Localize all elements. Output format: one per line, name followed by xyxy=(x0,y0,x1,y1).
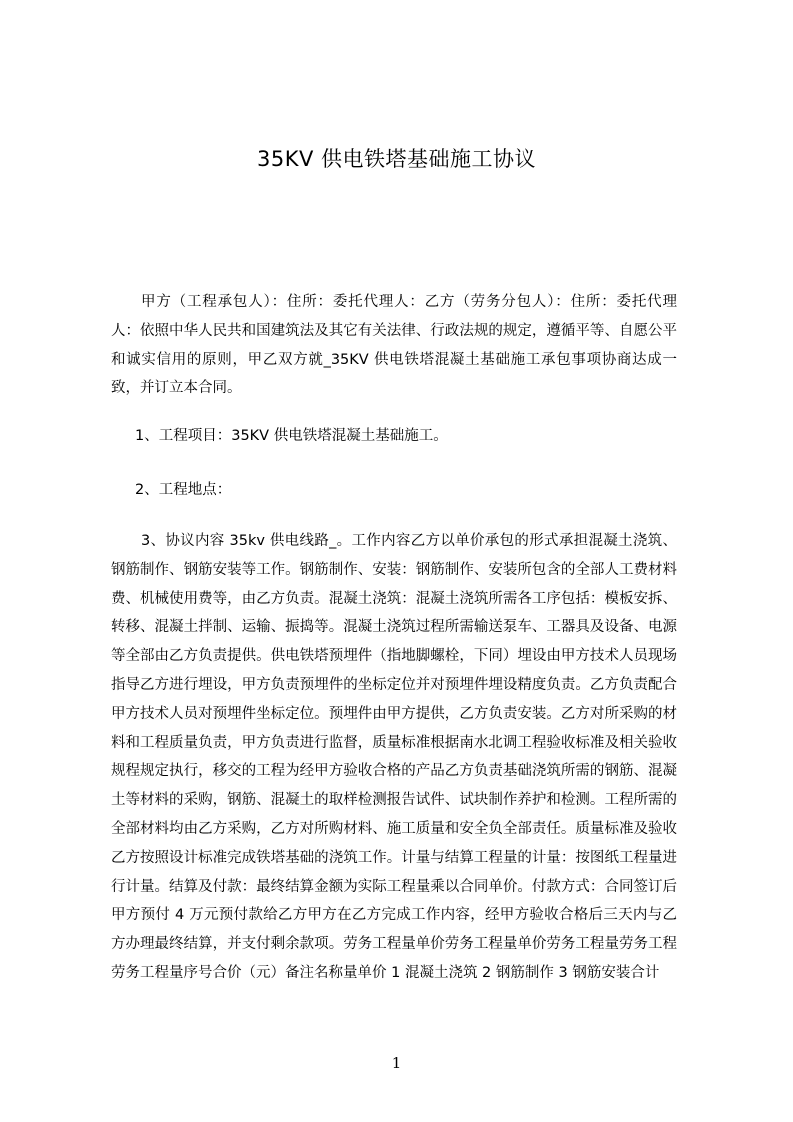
paragraph-project: 1、工程项目：35KV 供电铁塔混凝土基础施工。 xyxy=(135,428,448,444)
paragraph-location: 2、工程地点： xyxy=(135,482,232,498)
page-number: 1 xyxy=(391,1054,402,1072)
paragraph-agreement-content: 3、协议内容 35kv 供电线路_。工作内容乙方以单价承包的形式承担混凝土浇筑、钢筋制作、钢筋安装等工作。钢筋制作、安装：钢筋制作、安装所包含的全部人工费材料费、机械使用费等，由乙方负责。混凝土浇筑：混凝土浇筑所需各工序包括：模板安拆、转移、混凝土拌制、运输、振捣等。混凝土浇筑过程所需输送泵车、工器具及设备、电源等全部由乙方负责提供。供电铁塔预埋件（指地脚螺栓，下同）埋设由甲方技术人员现场指导乙方进行埋设，甲方负责预埋件的坐标定位并对预埋件埋设精度负责。乙方负责配合甲方技术人员对预埋件坐标定位。预埋件由甲方提供，乙方负责安装。乙方对所采购的材料和工程质量负责，甲方负责进行监督，质量标准根据南水北调工程验收标准及相关验收规程规定执行，移交的工程为经甲方验收合格的产品乙方负责基础浇筑所需的钢筋、混凝土等材料的采购，钢筋、混凝土的取样检测报告试件、试块制作养护和检测。工程所需的全部材料均由乙方采购，乙方对所购材料、施工质量和安全负全部责任。质量标准及验收乙方按照设计标准完成铁塔基础的浇筑工作。计量与结算工程量的计量：按图纸工程量进行计量。结算及付款：最终结算金额为实际工程量乘以合同单价。付款方式：合同签订后甲方预付 4 万元预付款给乙方甲方在乙方完成工作内容，经甲方验收合格后三天内与乙方办理最终结算，并支付剩余款项。劳务工程量单价劳务工程量单价劳务工程量劳务工程劳务工程量序号合价（元）备注名称量单价 1 混凝土浇筑 2 钢筋制作 3 钢筋安装合计 xyxy=(111,533,677,981)
page-title: 35KV 供电铁塔基础施工协议 xyxy=(256,147,537,171)
paragraph-parties: 甲方（工程承包人）：住所：委托代理人：乙方（劳务分包人）：住所：委托代理人：依照中华人民共和国建筑法及其它有关法律、行政法规的规定，遵循平等、自愿公平和诚实信用的原则，甲乙双方就_35KV 供电铁塔混凝土基础施工承包事项协商达成一致，并订立本合同。 xyxy=(111,294,677,397)
